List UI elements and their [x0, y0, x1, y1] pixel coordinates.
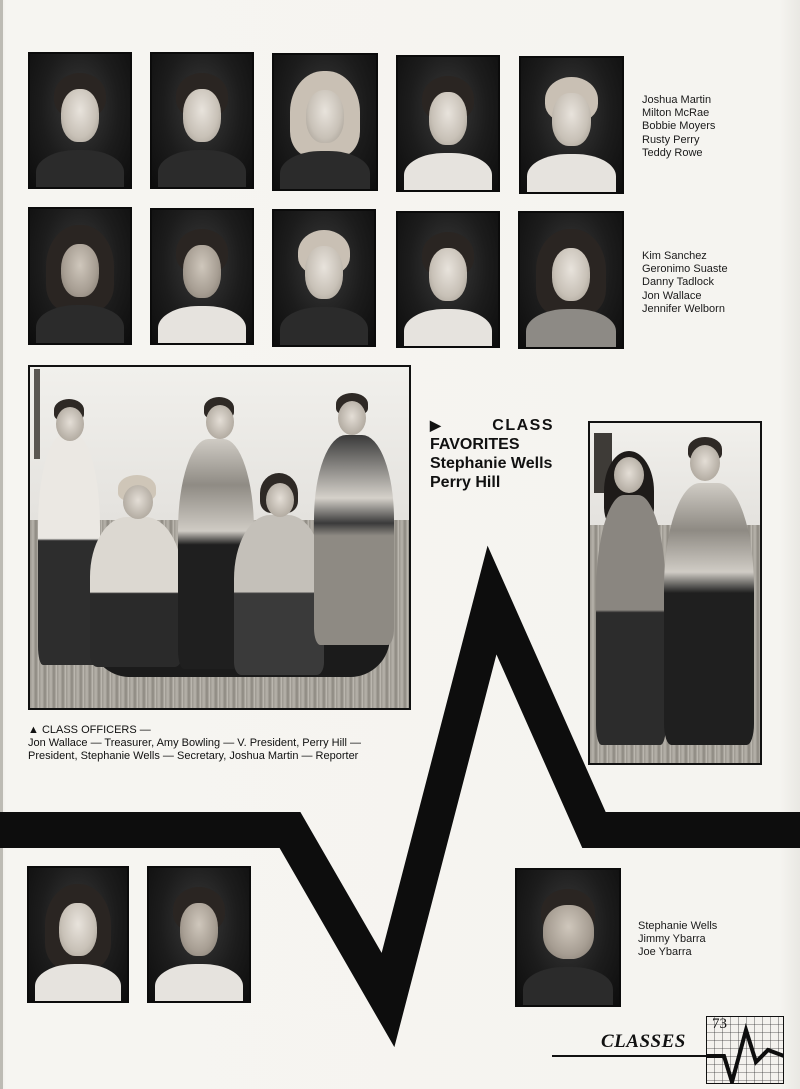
portrait-geronimo-suaste [150, 208, 254, 345]
favorite-name: Perry Hill [430, 474, 501, 491]
portrait-jimmy-ybarra [147, 866, 251, 1003]
row2-names [642, 250, 728, 316]
class-favorites-caption [430, 416, 554, 492]
row3-names [638, 920, 717, 960]
portrait-milton-mcrae [150, 52, 254, 189]
row1-names [642, 94, 715, 160]
class-officers-photo [28, 365, 411, 710]
officers-heading: ▲ CLASS OFFICERS — [28, 724, 151, 736]
portrait-danny-tadlock [272, 209, 376, 347]
name-line: Jimmy Ybarra [638, 933, 706, 946]
favorite-name: Stephanie Wells [430, 455, 553, 472]
name-line: Danny Tadlock [642, 276, 714, 289]
name-line: Jennifer Welborn [642, 302, 725, 315]
name-line: Stephanie Wells [638, 920, 718, 932]
portrait-joshua-martin [28, 52, 132, 189]
class-favorites-photo [588, 421, 762, 765]
favorites-label-top: CLASS [492, 417, 555, 434]
class-officers-caption [28, 724, 361, 763]
name-line: Joe Ybarra [638, 946, 692, 959]
portrait-stephanie-wells [27, 866, 129, 1003]
section-label: CLASSES [601, 1031, 686, 1052]
officers-line: President, Stephanie Wells — Secretary, Joshua Martin — Reporter [28, 750, 359, 762]
name-line: Joshua Martin [642, 94, 712, 106]
name-line: Milton McRae [642, 107, 710, 120]
portrait-bobbie-moyers [272, 53, 378, 191]
arrow-right-icon: ▶ [430, 417, 443, 433]
footer-rule [552, 1055, 708, 1057]
name-line: Geronimo Suaste [642, 263, 728, 276]
name-line: Kim Sanchez [642, 250, 707, 262]
name-line: Rusty Perry [642, 133, 700, 146]
portrait-jennifer-welborn [518, 211, 624, 349]
portrait-teddy-rowe [519, 56, 624, 194]
portrait-joe-ybarra [515, 868, 621, 1007]
favorites-label-bottom: FAVORITES [430, 436, 520, 453]
portrait-rusty-perry [396, 55, 500, 192]
name-line: Teddy Rowe [642, 146, 703, 159]
page-number: 73 [712, 1016, 727, 1032]
officers-line: Jon Wallace — Treasurer, Amy Bowling — V. President, Perry Hill — [28, 737, 361, 749]
name-line: Jon Wallace [642, 289, 702, 302]
favorites-heading-row [430, 416, 554, 435]
portrait-jon-wallace [396, 211, 500, 348]
portrait-kim-sanchez [28, 207, 132, 345]
name-line: Bobbie Moyers [642, 120, 716, 133]
